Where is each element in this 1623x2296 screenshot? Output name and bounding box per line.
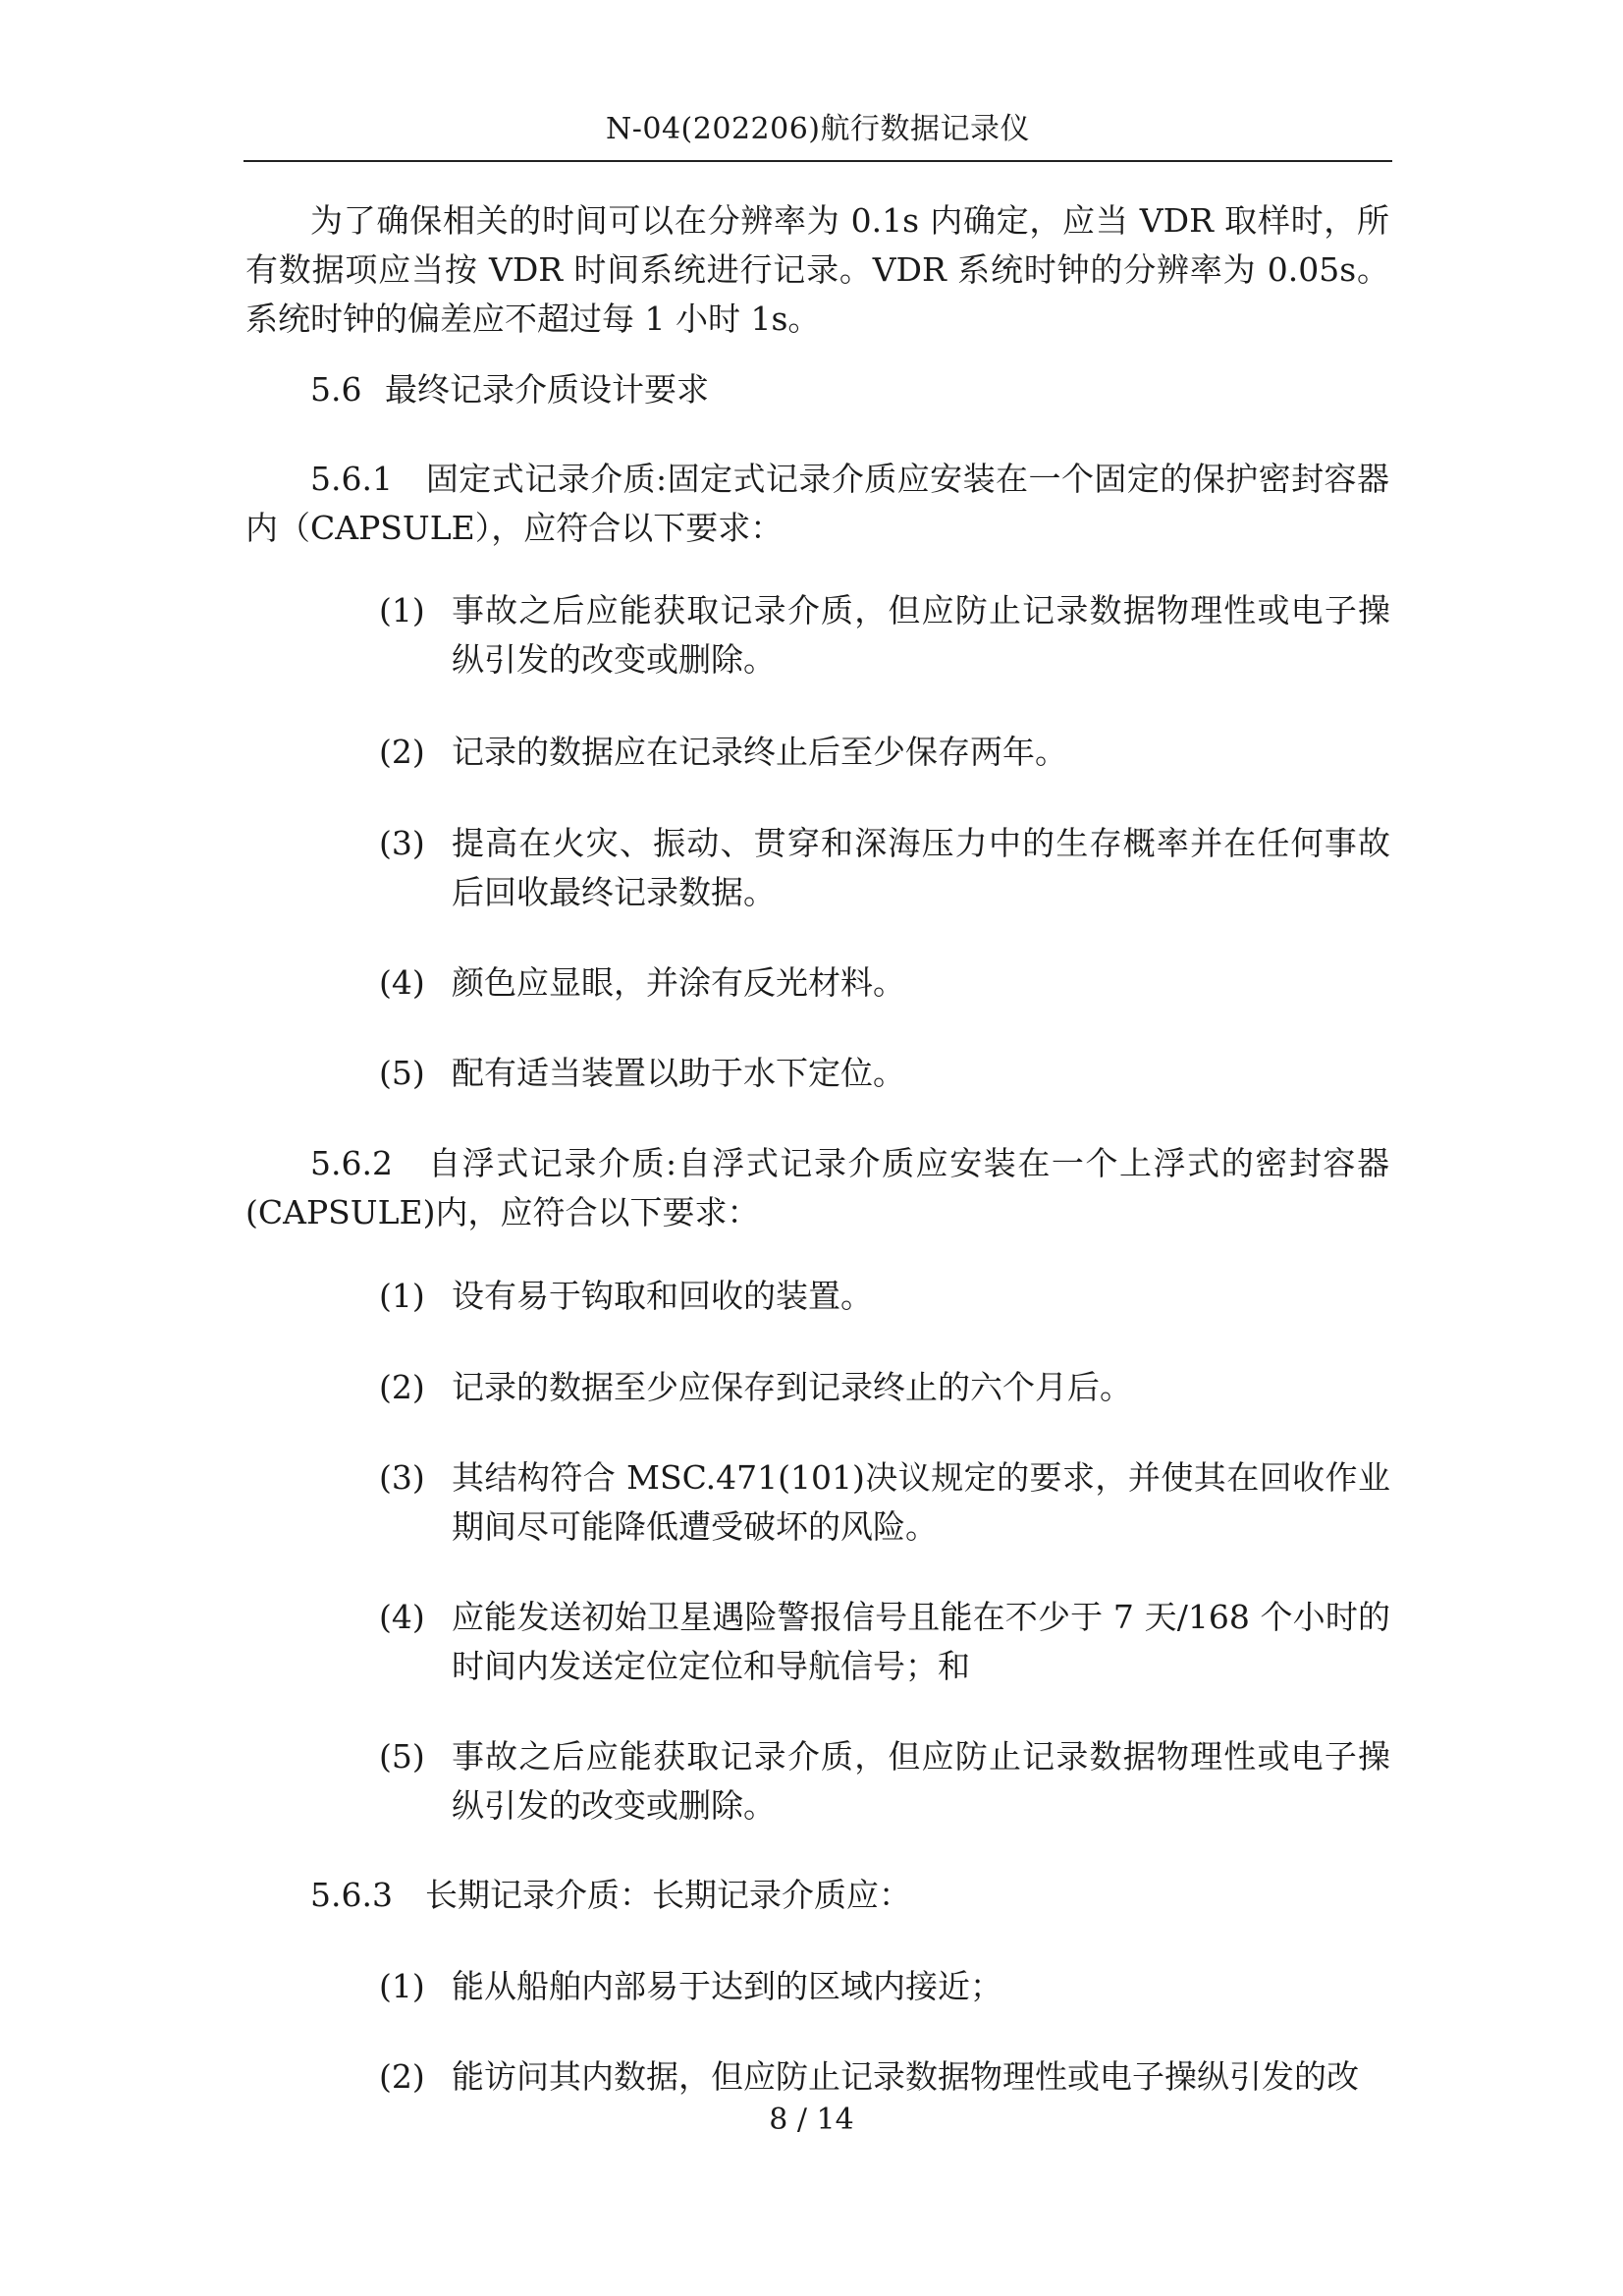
list-item bbox=[379, 2052, 1390, 2102]
list-item bbox=[379, 1272, 1390, 1321]
list-item-number: (1) bbox=[379, 1967, 425, 2005]
list-item-text: 记录的数据应在记录终止后至少保存两年。 bbox=[452, 733, 1067, 771]
list-item bbox=[379, 1962, 1390, 2011]
section-number: 5.6 bbox=[310, 370, 362, 409]
list-item-number: (5) bbox=[379, 1054, 425, 1092]
section-5-6-1-paragraph: 5.6.1 固定式记录介质:固定式记录介质应安装在一个固定的保护密封容器内（CAPSULE），应符合以下要求： bbox=[245, 460, 1389, 547]
list-item-number: (3) bbox=[379, 1458, 425, 1497]
list-item-text: 颜色应显眼，并涂有反光材料。 bbox=[452, 963, 905, 1002]
list-item-number: (2) bbox=[379, 1368, 425, 1406]
list-item bbox=[379, 1363, 1390, 1412]
list-item bbox=[379, 819, 1390, 917]
list-item bbox=[379, 728, 1390, 777]
list-item-number: (2) bbox=[379, 733, 425, 771]
list-item-text: 记录的数据至少应保存到记录终止的六个月后。 bbox=[452, 1368, 1132, 1406]
list-item-number: (3) bbox=[379, 824, 425, 862]
list-item-text: 其结构符合 MSC.471(101)决议规定的要求，并使其在回收作业期间尽可能降低遭受破坏的风险。 bbox=[452, 1458, 1390, 1546]
section-title: 最终记录介质设计要求 bbox=[385, 370, 709, 409]
list-item-text: 设有易于钩取和回收的装置。 bbox=[452, 1277, 873, 1315]
section-5-6-3-paragraph: 5.6.3 长期记录介质：长期记录介质应： bbox=[310, 1876, 911, 1914]
list-item-text: 能访问其内数据，但应防止记录数据物理性或电子操纵引发的改 bbox=[452, 2057, 1359, 2096]
list-item-number: (4) bbox=[379, 963, 425, 1002]
section-5-6-2-paragraph: 5.6.2 自浮式记录介质:自浮式记录介质应安装在一个上浮式的密封容器(CAPSULE)内，应符合以下要求： bbox=[245, 1144, 1389, 1231]
page-number: 8 / 14 bbox=[769, 2103, 854, 2137]
list-item bbox=[379, 1453, 1390, 1552]
header-divider bbox=[243, 160, 1392, 162]
list-item-number: (1) bbox=[379, 591, 425, 629]
list-item bbox=[379, 958, 1390, 1008]
list-item bbox=[379, 1732, 1390, 1831]
list-item bbox=[379, 586, 1390, 684]
list-item-number: (5) bbox=[379, 1737, 425, 1776]
intro-paragraph: 为了确保相关的时间可以在分辨率为 0.1s 内确定，应当 VDR 取样时，所有数据项应当按 VDR 时间系统进行记录。VDR 系统时钟的分辨率为 0.05s。系统时钟的偏差应不超过每 1 小时 1s。 bbox=[245, 201, 1389, 338]
list-item-number: (1) bbox=[379, 1277, 425, 1315]
list-item-text: 提高在火灾、振动、贯穿和深海压力中的生存概率并在任何事故后回收最终记录数据。 bbox=[452, 824, 1390, 911]
list-item-text: 事故之后应能获取记录介质，但应防止记录数据物理性或电子操纵引发的改变或删除。 bbox=[452, 591, 1390, 679]
list-item bbox=[379, 1593, 1390, 1691]
list-item-number: (4) bbox=[379, 1598, 425, 1636]
list-item-text: 应能发送初始卫星遇险警报信号且能在不少于 7 天/168 个小时的时间内发送定位定位和导航信号；和 bbox=[452, 1598, 1390, 1685]
list-item bbox=[379, 1049, 1390, 1098]
list-item-text: 事故之后应能获取记录介质，但应防止记录数据物理性或电子操纵引发的改变或删除。 bbox=[452, 1737, 1390, 1825]
list-item-text: 能从船舶内部易于达到的区域内接近； bbox=[452, 1967, 1002, 2005]
running-header: N-04(202206)航行数据记录仪 bbox=[606, 112, 1030, 146]
section-heading-5-6 bbox=[310, 365, 709, 414]
list-item-text: 配有适当装置以助于水下定位。 bbox=[452, 1054, 905, 1092]
list-item-number: (2) bbox=[379, 2057, 425, 2096]
